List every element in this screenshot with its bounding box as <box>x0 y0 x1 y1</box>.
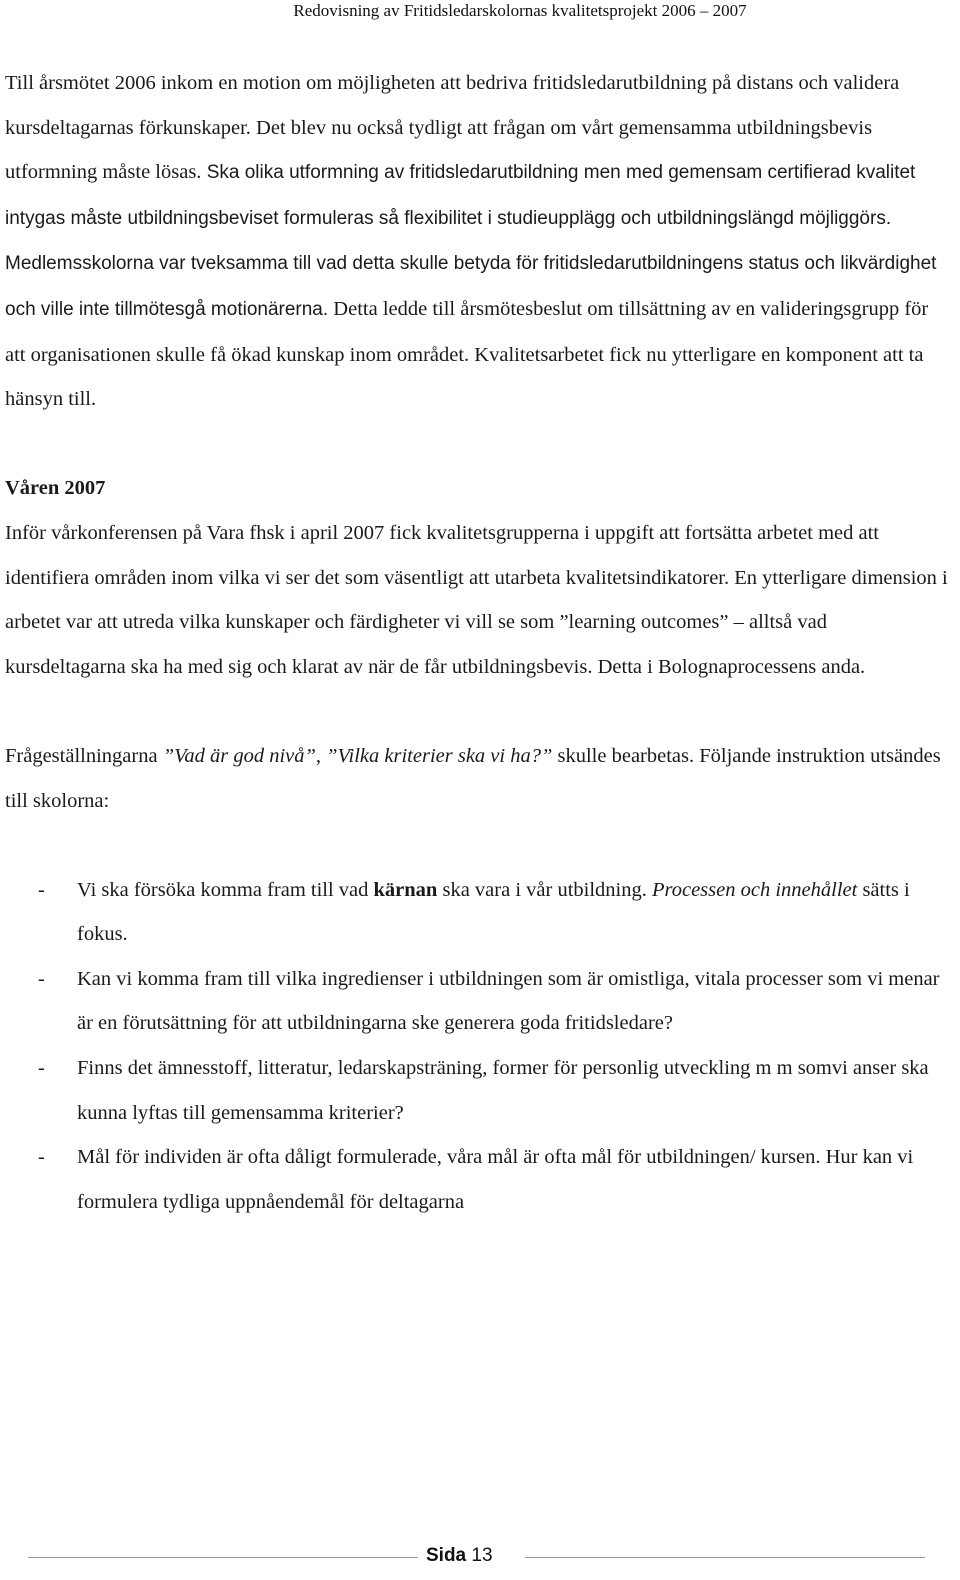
list-dash: - <box>38 1146 45 1169</box>
paragraph-spring <box>5 511 950 689</box>
page-header <box>0 0 960 22</box>
page-number <box>426 1545 493 1567</box>
paragraph-motion-sentence-2: Ska olika utformning av fritidsledarutbildning men med gemensam certifierad kvalitet intygas måste utbildningsbeviset formuleras så flexibilitet i studieupplägg och utbildningslängd möjliggörs. Medlemsskolorna var tveksamma till vad detta skulle betyda för fritidsledarutbildningens status och likvärdighet och ville inte tillmötesgå motionärerna. <box>5 162 937 320</box>
list-item-3-text: Finns det ämnesstoff, litteratur, ledarskapsträning, former för personlig utveckling m m somvi anser ska kunna lyftas till gemensamma kriterier? <box>77 1057 929 1124</box>
list-item <box>5 1046 950 1135</box>
questions-italic: ”Vad är god nivå”, ”Vilka kriterier ska vi ha?” <box>162 744 553 767</box>
list-item <box>5 1135 950 1224</box>
list-dash: - <box>38 1057 45 1080</box>
list-item-2-text: Kan vi komma fram till vilka ingredienser i utbildningen som är omistliga, vitala processer som vi menar är en förutsättning för att utbildningarna ske generera goda fritidsledare? <box>77 967 940 1035</box>
spacer <box>5 823 950 868</box>
list-item-1-bold: kärnan <box>373 878 438 901</box>
spacer <box>5 422 950 467</box>
page-label: Sida <box>426 1545 467 1566</box>
list-item-1-text-2: ska vara i vår utbildning. <box>437 878 647 901</box>
list-dash: - <box>38 967 45 990</box>
footer-rule-right <box>525 1557 925 1558</box>
footer-rule-left <box>28 1557 418 1558</box>
list-item <box>5 957 950 1046</box>
list-item-4-text: Mål för individen är ofta dåligt formulerade, våra mål är ofta mål för utbildningen/ kursen. Hur kan vi formulera tydliga uppnåendemål för deltagarna <box>77 1146 914 1213</box>
list-item-1-italic: Processen och innehållet <box>646 878 858 901</box>
page-number-value: 13 <box>471 1545 493 1566</box>
paragraph-questions <box>5 734 950 823</box>
paragraph-motion <box>5 61 950 422</box>
header-title: Redovisning av Fritidsledarskolornas kvalitetsprojekt 2006 – 2007 <box>293 1 747 20</box>
list-item-1-text-3: sätts i fokus. <box>77 878 910 946</box>
questions-middle: skulle bearbetas. <box>552 744 695 767</box>
list-dash: - <box>38 878 45 901</box>
section-heading: Våren 2007 <box>5 477 106 500</box>
spacer <box>5 689 950 734</box>
questions-prefix: Frågeställningarna <box>5 744 163 767</box>
page-footer <box>0 1542 960 1572</box>
list-item-1-text: Vi ska försöka komma fram till vad <box>77 878 374 901</box>
document-body <box>5 61 950 1224</box>
paragraph-motion-sentence-1: Till årsmötet 2006 inkom en motion om möjligheten att bedriva fritidsledarutbildning på distans och validera kursdeltagarnas förkunskaper. Det blev nu också tydligt att frågan om vårt gemensamma utbildningsbevis utformning måste lösas. <box>5 72 900 184</box>
paragraph-spring-sentence-1: Inför vårkonferensen på Vara fhsk i april 2007 fick kvalitetsgrupperna i uppgift att fortsätta arbetet med att identifiera områden inom vilka vi ser det som väsentligt att utarbeta kvalitetsindikatorer. <box>5 521 879 589</box>
instruction-list <box>5 868 950 1225</box>
questions-suffix: Följande instruktion utsändes till skolorna: <box>5 744 941 812</box>
paragraph-spring-sentence-2: En ytterligare dimension i arbetet var att utreda vilka kunskaper och färdigheter vi vill se som ”learning outcomes” – alltså vad kursdeltagarna ska ha med sig och klarat av när de får utbildningsbevis. Detta i Bolognaprocessens anda. <box>5 566 948 678</box>
paragraph-motion-sentence-3: Detta ledde till årsmötesbeslut om tillsättning av en valideringsgrupp för att organisationen skulle få ökad kunskap inom området. Kvalitetsarbetet fick nu ytterligare en komponent att ta hänsyn till. <box>5 297 929 411</box>
list-item <box>5 868 950 957</box>
